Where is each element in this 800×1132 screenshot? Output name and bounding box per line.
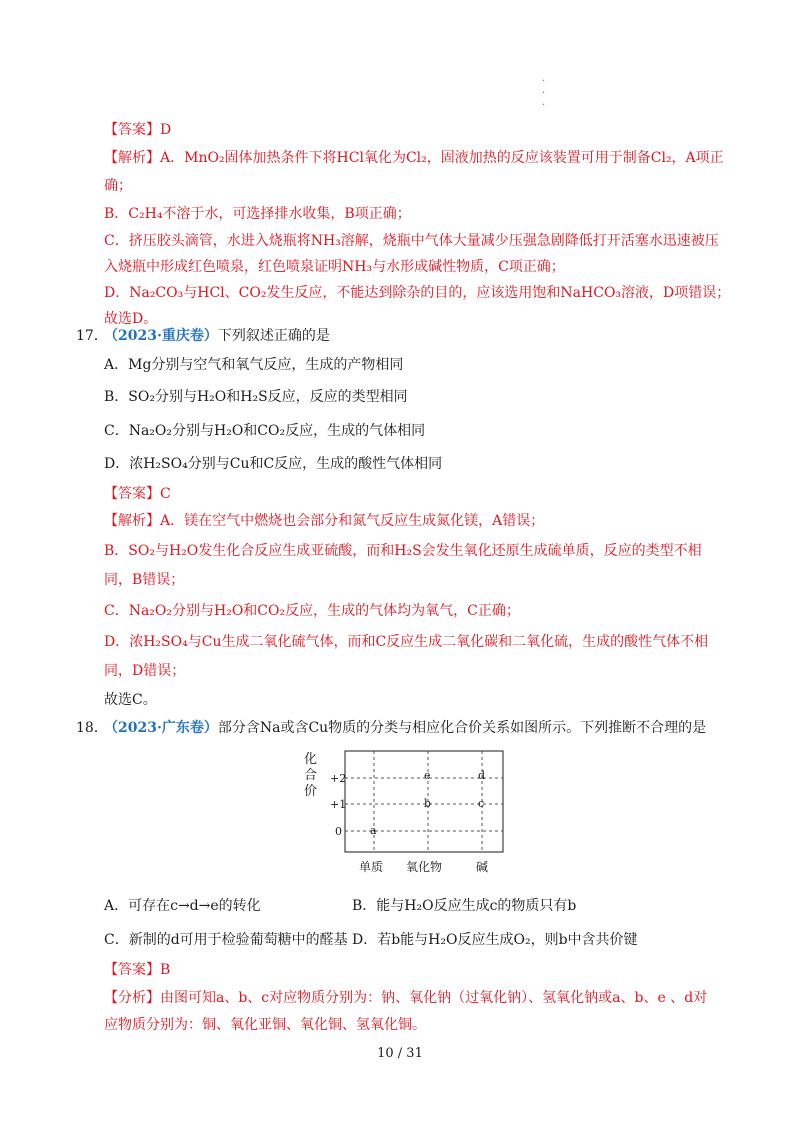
q17-answer: 【答案】C xyxy=(104,486,171,502)
option-c: C．Na₂O₂分别与H₂O和CO₂反应，生成的气体相同 xyxy=(104,423,426,439)
q18-analysis-line: 应物质分别为：铜、氧化亚铜、氧化铜、氢氧化铜。 xyxy=(104,1017,426,1033)
x-tick-label: 氧化物 xyxy=(406,860,443,874)
question-number: 17． xyxy=(76,328,108,344)
y-axis-label: 价 xyxy=(304,784,318,799)
option-d: D．浓H₂SO₄分别与Cu和C反应，生成的酸性气体相同 xyxy=(104,456,443,472)
q17-analysis-line: C．Na₂O₂分别与H₂O和CO₂反应，生成的气体均为氧气，C正确； xyxy=(104,603,520,619)
question-source: （2023·广东卷） xyxy=(104,720,218,736)
q16-analysis-line: C．挤压胶头滴管，水进入烧瓶将NH₃溶解，烧瓶中气体大量减少压强急剧降低打开活塞水迅速被压 xyxy=(104,233,719,249)
point-label-a: a xyxy=(370,824,377,837)
option-a: A．Mg分别与空气和氧气反应，生成的产物相同 xyxy=(104,357,404,373)
q16-analysis-line: B．C₂H₄不溶于水，可选择排水收集，B项正确； xyxy=(104,206,411,222)
q18-analysis-line: 【分析】由图可知a、b、c对应物质分别为：钠、氧化钠（过氧化钠）、氢氧化钠或a、b、e 、d对 xyxy=(104,990,708,1006)
x-tick-label: 碱 xyxy=(476,860,489,874)
point-label-b: b xyxy=(424,797,432,810)
option-b: B．能与H₂O反应生成c的物质只有b xyxy=(352,898,577,914)
x-tick-label: 单质 xyxy=(359,860,384,874)
option-d: D．若b能与H₂O反应生成O₂，则b中含共价键 xyxy=(352,932,638,948)
q18-answer: 【答案】B xyxy=(104,962,171,978)
page-number: 10 / 31 xyxy=(377,1046,423,1061)
question-stem xyxy=(104,717,706,739)
q17-analysis-line: B．SO₂与H₂O发生化合反应生成亚硫酸，而和H₂S会发生氧化还原生成硫单质，反应的类型不相 xyxy=(104,543,702,559)
margin-dots: · · · xyxy=(542,76,546,111)
point-label-e: e xyxy=(424,769,431,782)
y-tick-label: 0 xyxy=(335,825,342,838)
question-text: 下列叙述正确的是 xyxy=(217,328,330,344)
y-axis-label: 合 xyxy=(304,768,318,783)
y-axis-label: 化 xyxy=(304,752,318,767)
q16-analysis-line: 故选D。 xyxy=(104,311,158,327)
point-label-c: c xyxy=(478,797,485,810)
q17-analysis-line: 同，D错误； xyxy=(104,663,186,679)
option-c: C．新制的d可用于检验葡萄糖中的醛基 xyxy=(104,932,348,948)
option-b: B．SO₂分别与H₂O和H₂S反应，反应的类型相同 xyxy=(104,389,408,405)
q17-analysis-line: 同，B错误； xyxy=(104,572,185,588)
q16-answer: 【答案】D xyxy=(104,122,172,138)
q17-conclusion: 故选C。 xyxy=(104,692,157,708)
point-label-d: d xyxy=(478,769,486,782)
question-text: 部分含Na或含Cu物质的分类与相应化合价关系如图所示。下列推断不合理的是 xyxy=(217,720,707,736)
question-stem xyxy=(104,325,330,347)
q16-analysis-line: 确； xyxy=(104,178,132,194)
q17-analysis-line: D．浓H₂SO₄与Cu生成二氧化硫气体，而和C反应生成二氧化碳和二氧化硫，生成的酸性气体不相 xyxy=(104,634,709,650)
q17-analysis-line: 【解析】A．镁在空气中燃烧也会部分和氮气反应生成氮化镁，A错误； xyxy=(104,513,545,529)
q16-analysis-line: D．Na₂CO₃与HCl、CO₂发生反应，不能达到除杂的目的，应该选用饱和NaHCO₃溶液，D项错误； xyxy=(104,285,731,301)
question-number: 18． xyxy=(76,720,108,736)
q16-analysis-line: 入烧瓶中形成红色喷泉，红色喷泉证明NH₃与水形成碱性物质，C项正确； xyxy=(104,259,565,275)
y-tick-label: +1 xyxy=(330,798,347,811)
q16-analysis-line: 【解析】A．MnO₂固体加热条件下将HCl氧化为Cl₂，固液加热的反应该装置可用于制备Cl₂，A项正 xyxy=(104,150,724,166)
option-a: A．可存在c→d→e的转化 xyxy=(104,898,261,914)
y-tick-label: +2 xyxy=(330,772,347,785)
question-source: （2023·重庆卷） xyxy=(104,328,218,344)
valence-diagram xyxy=(290,748,520,880)
